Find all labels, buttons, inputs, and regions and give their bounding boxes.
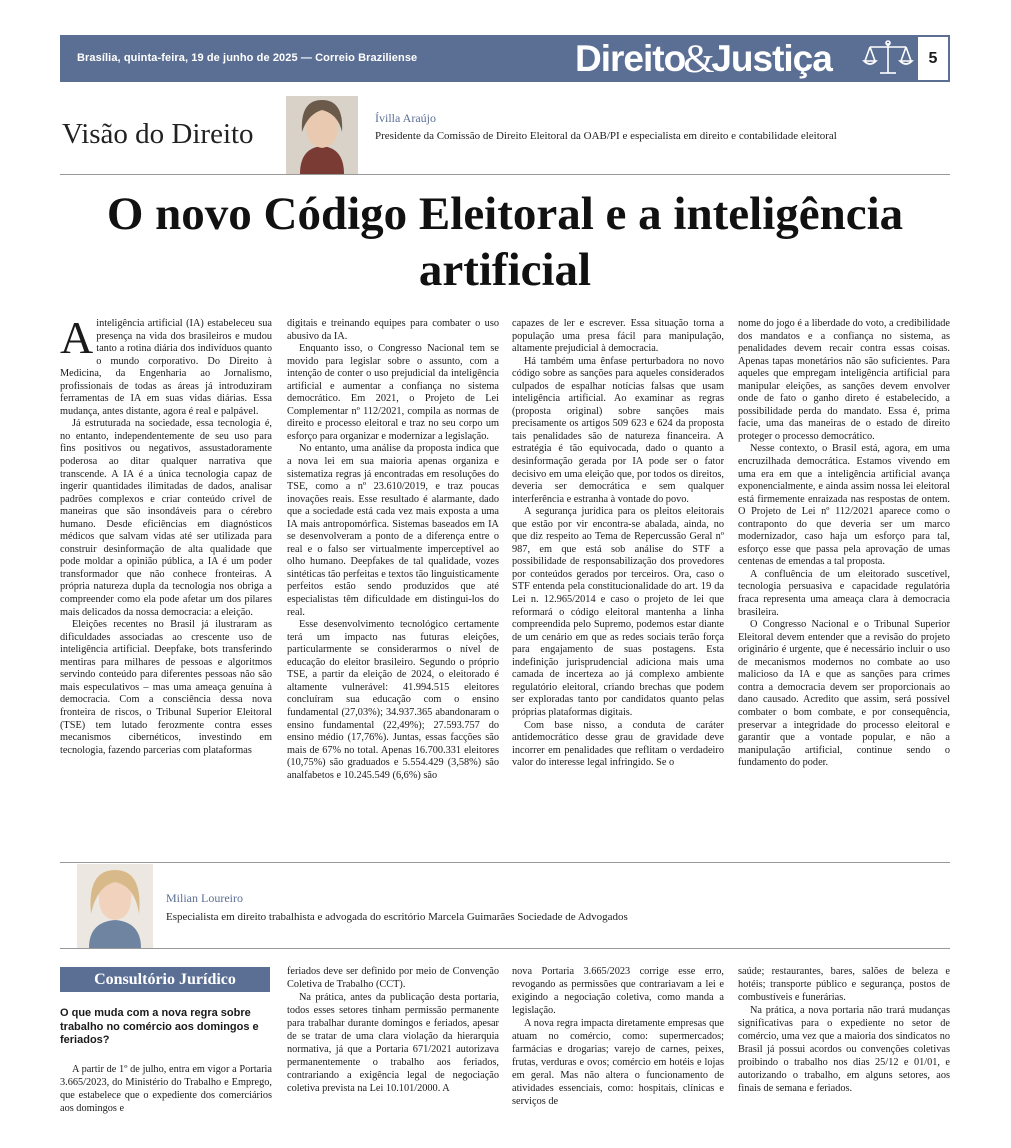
- paragraph: A confluência de um eleitorado suscetível, tecnologia persuasiva e capacidade regulatória fraca representa uma ameaça clara à democracia brasileira.: [738, 568, 950, 618]
- article-column-3: [512, 318, 724, 770]
- paragraph: nome do jogo é a liberdade do voto, a credibilidade dos mandatos e a confiança no sistema, as penalidades devem recair contra essas coisas. Apenas tapas monetários não são suficientes. Para aqueles que empregam inteligência artificial para manipular eleições, as sanções devem envolver onde de fato o ganho direto é estabelecido, a possibilidade perda do mandato. Essa é, prima facie, uma das maneiras de o estado de direito proteger o processo democrático.: [738, 318, 950, 442]
- date-line: Brasília, quinta-feira, 19 de junho de 2025 — Correio Braziliense: [77, 52, 418, 64]
- masthead-bar: [60, 35, 950, 82]
- paragraph: capazes de ler e escrever. Essa situação torna a população uma presa fácil para manipulação, altamente prejudicial à democracia.: [512, 318, 724, 355]
- section-title: Visão do Direito: [62, 118, 254, 150]
- paragraph: Ainteligência artificial (IA) estabeleceu sua presença na vida dos brasileiros e mudou tanto a rotina diária dos indivíduos quanto o mundo corporativo. Do Direito à Medicina, da Engenharia ao Jornalismo, profissionais de todas as áreas já introduziram ferramentas de IA em suas vidas diárias. Essa mudança, antes distante, agora é real e palpável.: [60, 312, 272, 417]
- author-photo: [286, 96, 358, 174]
- consultorio-column-4: [738, 965, 950, 1095]
- consultorio-question: O que muda com a nova regra sobre trabalho no comércio aos domingos e feriados?: [60, 1007, 259, 1046]
- section-logo: [575, 37, 832, 80]
- article-column-1: [60, 312, 272, 757]
- paragraph: A partir de 1º de julho, entra em vigor a Portaria 3.665/2023, do Ministério do Trabalho e Emprego, que estabelece que o expediente dos comerciários aos domingos e: [60, 1064, 272, 1114]
- second-author-name: Milian Loureiro: [166, 891, 243, 905]
- section-logo-part2: Justiça: [711, 37, 832, 79]
- page-number: 5: [916, 35, 950, 82]
- paragraph: No entanto, uma análise da proposta indica que a nova lei em sua maioria apenas organiza e sistematiza regras já encontradas em resoluções do TSE, como a nº 23.610/2019, e traz poucas inovações reais. Esse resultado é alarmante, dado que a sociedade está cada vez mais exposta a uma IA mais antropomórfica. Sistemas baseados em IA se desenvolveram a ponto de a diferença entre o real e o falso ser virtualmente imperceptível ao olho humano. Deepfakes de tal qualidade, vozes sintéticas tão perfeitas e textos tão linguisticamente perfeitos estão sendo produzidos que até especialistas têm dificuldade em distingui-los do real.: [287, 443, 499, 618]
- paragraph: Enquanto isso, o Congresso Nacional tem se movido para legislar sobre o assunto, com a intenção de conter o uso prejudicial da inteligência artificial e aumentar a confiança no sistema democrático. Em 2021, o Projeto de Lei Complementar nº 112/2021, compila as normas de direito e processo eleitoral e traz no seu corpo um esforço para organizar e modernizar a legislação.: [287, 343, 499, 442]
- paragraph: Com base nisso, a conduta de caráter antidemocrático desse grau de gravidade deve incorrer em penalidades que reflitam o verdadeiro valor do interesse legal infringido. Se o: [512, 719, 724, 769]
- consultorio-column-1: [60, 1063, 272, 1115]
- paragraph: Já estruturada na sociedade, essa tecnologia é, no entanto, independentemente de seu uso para fins positivos ou negativos, assustadoramente poderosa ao ditar qualquer narrativa que transcende. A IA é a única tecnologia capaz de ingerir quantidades ilimitadas de dados, analisar padrões complexos e criar conteúdo crível de maneiras que são insondáveis para o cérebro humano. Desde eficiências em diagnósticos médicos que salvam vidas até ser utilizada para construir desinformação de alta qualidade que pode moldar a opinião pública, a IA é um poder transformador que não conhece fronteiras. A própria natureza dupla da tecnologia nos obriga a compreender como ela pode afetar um dos pilares mais delicados da nossa democracia: a eleição.: [60, 418, 272, 618]
- article-column-4: [738, 318, 950, 770]
- paragraph: Eleições recentes no Brasil já ilustraram as dificuldades associadas ao crescente uso de inteligência artificial. Deepfake, bots transferindo mentiras para milhares de pessoas e algoritmos servindo conteúdo para diferentes pessoas não são mais especulativos – mas uma ameaça genuína à democracia. Com a consciência dessa nova fronteira de riscos, o Tribunal Superior Eleitoral (TSE) tem lutado ferozmente contra esses mecanismos cibernéticos, investindo em tecnologia, fazendo parcerias com plataformas: [60, 619, 272, 756]
- paragraph: Esse desenvolvimento tecnológico certamente terá um impacto nas futuras eleições, particularmente se considerarmos o nível de educação do eleitor brasileiro. Segundo o próprio TSE, a partir da eleição de 2024, o eleitorado é altamente vulnerável: 41.994.515 eleitores concluíram sua educação com o ensino fundamental (27,03%); 34.937.365 abandonaram o ensino fundamental (22,49%); 27.593.757 do ensino médio (17,76%). Juntas, essas facções são mais de 67% no total. Apenas 16.700.331 eleitores (10,75%) são graduados e 5.554.429 (3,58%) são analfabetos e 10.245.549 (6,6%) são: [287, 619, 499, 781]
- article-column-2: [287, 318, 499, 782]
- second-author-photo: [77, 864, 153, 948]
- paragraph: Há também uma ênfase perturbadora no novo código sobre as sanções para aqueles considerados culpados de espalhar notícias falsas que usam inteligência artificial. Ao examinar as regras (proposta original) sobre sanções mais precisamente os artigos 509 623 e 624 da proposta tais penalidades são de natureza financeira. A estratégia é tão equivocada, dado o quanto a desinformação gerada por IA pode ser o fator decisivo em uma eleição que, por todos os direitos, deveria ser democrática e sem qualquer interferência e estranha à vontade do povo.: [512, 355, 724, 505]
- section-logo-part1: Direito: [575, 37, 686, 79]
- author-name: Ívilla Araújo: [375, 111, 436, 125]
- consultorio-label: Consultório Jurídico: [60, 967, 270, 992]
- divider: [60, 948, 950, 949]
- paragraph: feriados deve ser definido por meio de Convenção Coletiva de Trabalho (CCT).: [287, 966, 499, 990]
- divider: [60, 174, 950, 175]
- consultorio-column-2: [287, 965, 499, 1095]
- consultorio-column-3: [512, 965, 724, 1108]
- paragraph: digitais e treinando equipes para combater o uso abusivo da IA.: [287, 318, 499, 342]
- paragraph: Na prática, antes da publicação desta portaria, todos esses setores tinham permissão permanente para trabalhar durante domingos e feriados, apesar de se tratar de uma clara violação da hierarquia normativa, já que a Portaria 671/2021 autorizava permanentemente o trabalho aos feriados, contrariando a exigência legal de negociação coletiva prevista na Lei 10.101/2000. A: [287, 992, 499, 1094]
- paragraph: Na prática, a nova portaria não trará mudanças significativas para o expediente no setor de comércio, uma vez que a maioria dos sindicatos no Brasil já possui acordos ou convenções coletivas proibindo o trabalho nos dias 25/12 e 01/01, e autorizando o trabalho, em alguns setores, aos finais de semana e feriados.: [738, 1005, 950, 1094]
- paragraph: saúde; restaurantes, bares, salões de beleza e hotéis; transporte público e segurança, postos de combustíveis e funerárias.: [738, 966, 950, 1003]
- scales-of-justice-icon: [862, 39, 914, 77]
- paragraph: Nesse contexto, o Brasil está, agora, em uma encruzilhada democrática. Estamos vivendo em uma era em que a inteligência artificial avança exponencialmente, e ainda assim nossa lei eleitoral está firmemente enraizada nas respostas de ontem. O Projeto de Lei nº 112/2021 aparece como o contraponto do que deveria ser um marco modernizador, caso haja um esforço para tal, esforço esse que passa pela aprovação de umas centenas de emendas a tal proposta.: [738, 443, 950, 568]
- divider: [60, 862, 950, 863]
- headline: O novo Código Eleitoral e a inteligência artificial: [106, 188, 904, 296]
- paragraph: A nova regra impacta diretamente empresas que atuam no comércio, como: supermercados; farmácias e drogarias; varejo de carnes, peixes, frutas, verduras e ovos; comércio em hotéis e lojas em geral. Mas não altera o funcionamento de atividades essenciais, como: hospitais, clínicas e serviços de: [512, 1018, 724, 1107]
- second-author-role: Especialista em direito trabalhista e advogada do escritório Marcela Guimarães Sociedade de Advogados: [166, 911, 628, 923]
- paragraph: O Congresso Nacional e o Tribunal Superior Eleitoral devem entender que a revisão do projeto originário é urgente, que é necessário incluir o uso de mecanismos modernos no combate ao uso malicioso da IA e que as sanções para crimes contra a democracia devem ser proporcionais ao dano causado. Acredito que assim, será possível combater o bom combate, e por consequência, preservar a integridade do processo eleitoral e garantir que a vontade popular, e não a manipulação artificial, continue sendo o fundamento do poder.: [738, 619, 950, 769]
- paragraph: nova Portaria 3.665/2023 corrige esse erro, revogando as permissões que contrariavam a lei e exigindo a negociação coletiva, como manda a legislação.: [512, 966, 724, 1016]
- paragraph: A segurança jurídica para os pleitos eleitorais que estão por vir encontra-se abalada, ainda, no que diz respeito ao Tema de Repercussão Geral nº 987, em que está sob análise do STF a possibilidade de responsabilização dos provedores por conteúdos gerados por terceiros. Ora, caso o STF entenda pela constitucionalidade do art. 19 da Lei n. 12.965/2014 e caso o projeto de lei que reformará o código eleitoral mantenha a linha compreendida pelo Supremo, podemos estar diante de um cenário em que as redes sociais terão força para engajamento de suas postagens. Esta indefinição jurisprudencial adiciona mais uma camada de incerteza ao já complexo ambiente regulatório eleitoral, criando brechas que podem ser exploradas tanto por candidatos quanto pelas próprias plataformas digitais.: [512, 506, 724, 718]
- author-role: Presidente da Comissão de Direito Eleitoral da OAB/PI e especialista em direito e contabilidade eleitoral: [375, 130, 837, 142]
- dropcap: A: [60, 312, 94, 363]
- section-logo-amp: &: [683, 36, 714, 81]
